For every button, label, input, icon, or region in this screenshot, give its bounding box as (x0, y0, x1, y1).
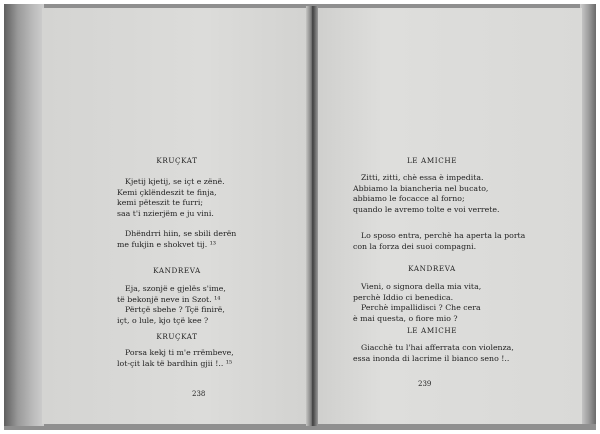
right-heading-le-amiche-2: LE AMICHE (406, 326, 458, 335)
right-stanza-4 (353, 343, 514, 364)
verse-line: quando le avremo tolte e voi verrete. (353, 204, 500, 214)
right-heading-kandreva: KANDREVA (408, 264, 456, 273)
verse-line: lot-çit lak të bardhin gjii !.. ¹⁵ (117, 358, 233, 368)
left-stanza-1 (117, 177, 225, 219)
verse-line: Eja, szonjë e gjelës s'ime, (125, 284, 226, 293)
verse-line: të bekonjë neve in Szot. ¹⁴ (117, 294, 221, 304)
left-page-edges (4, 4, 44, 426)
right-stanza-3 (353, 282, 481, 324)
verse-line: perchè Iddio ci benedica. (353, 292, 454, 302)
verse-line: Zitti, zitti, chè essa è impedita. (361, 173, 484, 182)
left-stanza-2 (117, 229, 236, 250)
left-page-number: 238 (192, 390, 206, 398)
verse-line: Giacchè tu l'hai afferrata con violenza, (361, 343, 514, 352)
right-page-edges (580, 4, 596, 424)
verse-line: Perchè impallidisci ? Che cera (361, 303, 481, 312)
left-heading-kruckat: KRUÇKAT (156, 156, 198, 165)
verse-line: me fukjin e shokvet tij. ¹³ (117, 239, 216, 249)
verse-line: kemi pëteszit te furri; (117, 198, 203, 207)
verse-line: Kemi çklëndeszit te finja, (117, 187, 217, 197)
verse-line: Përtçë sbehe ? Tçë finirë, (125, 305, 225, 314)
left-page (42, 8, 312, 424)
left-stanza-4 (117, 348, 234, 369)
verse-line: içt, o lule, kjo tçë kee ? (117, 315, 209, 325)
book-gutter (306, 6, 318, 426)
verse-line: essa inonda di lacrime il bianco seno !.. (353, 353, 510, 363)
verse-line: Kjetij kjetij, se içt e zënë. (125, 177, 225, 186)
right-page (316, 8, 582, 424)
verse-line: è mai questa, o fiore mio ? (353, 313, 458, 323)
right-heading-le-amiche: LE AMICHE (406, 156, 458, 165)
left-heading-kruckat-2: KRUÇKAT (156, 332, 198, 341)
right-page-number: 239 (418, 380, 432, 388)
verse-line: Abbiamo la biancheria nel bucato, (353, 183, 489, 193)
verse-line: Vieni, o signora della mia vita, (361, 282, 482, 291)
verse-line: saa t'i nzierjëm e ju vini. (117, 208, 214, 218)
left-heading-kandreva: KANDREVA (153, 266, 201, 275)
verse-line: Porsa kekj ti m'e rrëmbeve, (125, 348, 234, 357)
right-stanza-1 (353, 173, 499, 215)
left-stanza-3 (117, 284, 226, 326)
verse-line: abbiamo le focacce al forno; (353, 194, 465, 203)
verse-line: Lo sposo entra, perchè ha aperta la porta (361, 231, 526, 240)
verse-line: con la forza dei suoi compagni. (353, 241, 477, 251)
right-stanza-2 (353, 231, 525, 252)
verse-line: Dhëndrri hiin, se sbili derën (125, 229, 237, 238)
